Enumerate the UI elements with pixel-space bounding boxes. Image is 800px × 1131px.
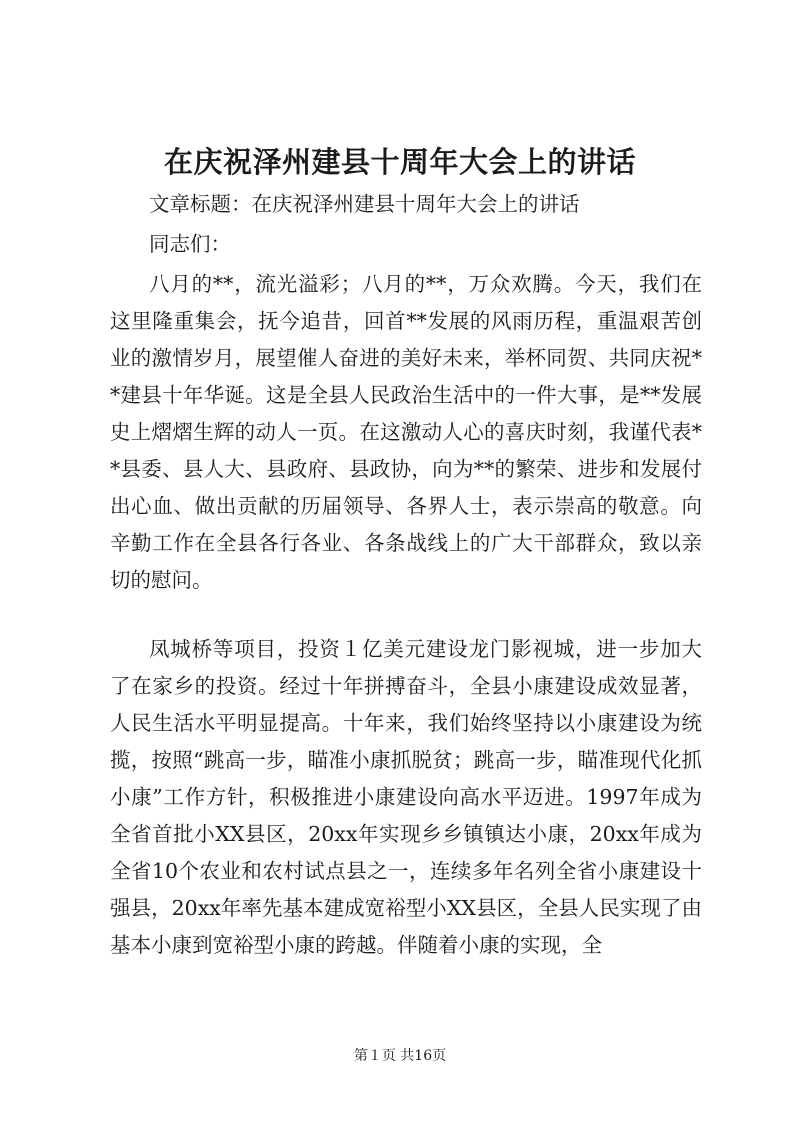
page-footer: 第１页 共16页 — [353, 1048, 447, 1064]
paragraph-2-container — [110, 631, 702, 964]
article-title-line: 文章标题：在庆祝泽州建县十周年大会上的讲话 — [149, 192, 580, 216]
paragraph-1: 八月的**，流光溢彩；八月的**，万众欢腾。今天，我们在这里隆重集会，抚今追昔，回首**发展的风雨历程，重温艰苦创业的激情岁月，展望催人奋进的美好未来，举杯同贺、共同庆祝**建县十年华诞。这是全县人民政治生活中的一件大事，是**发展史上熠熠生辉的动人一页。在这激动人心的喜庆时刻，我谨代表**县委、县人大、县政府、县政协，向为**的繁荣、进步和发展付出心血、做出贡献的历届领导、各界人士，表示崇高的敬意。向辛勤工作在全县各行各业、各条战线上的广大干部群众，致以亲切的慰问。 — [110, 272, 702, 592]
salutation: 同志们： — [149, 232, 231, 256]
paragraph-2: 凤城桥等项目，投资１亿美元建设龙门影视城，进一步加大了在家乡的投资。经过十年拼搏奋斗，全县小康建设成效显著，人民生活水平明显提高。十年来，我们始终坚持以小康建设为统揽，按照“跳高一步，瞄准小康抓脱贫；跳高一步，瞄准现代化抓小康”工作方针，积极推进小康建设向高水平迈进。1997年成为全省首批小XX县区，20xx年实现乡乡镇镇达小康，20xx年成为全省10个农业和农村试点县之一，连续多年名列全省小康建设十强县，20xx年率先基本建成宽裕型小XX县区，全县人民实现了由基本小康到宽裕型小康的跨越。伴随着小康的实现，全 — [110, 637, 702, 957]
paragraph-1-container — [110, 266, 702, 599]
document-title: 在庆祝泽州建县十周年大会上的讲话 — [163, 145, 636, 179]
